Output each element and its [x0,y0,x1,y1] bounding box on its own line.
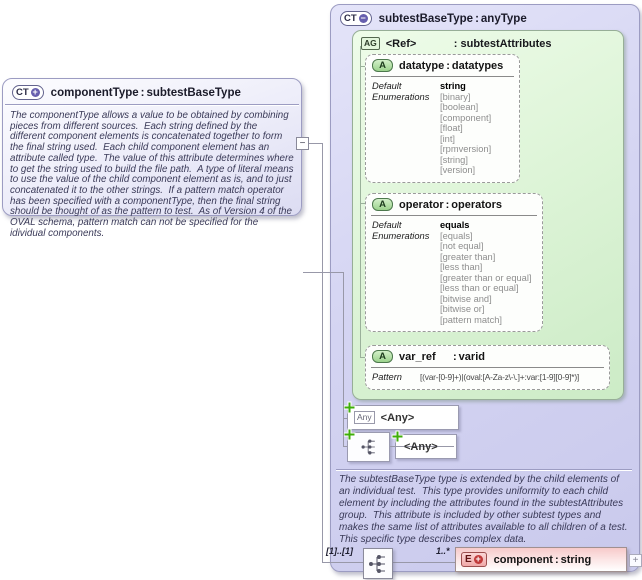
complextype-icon [340,11,372,26]
type-name: componentType [50,86,139,99]
attribute-group-icon: AG [361,37,380,50]
componenttype-description: The componentType allows a value to be obtained by combining pieces from different sources. Each string defined by the different component elements is concatenated together to form the final string used. Each child component element has an attribute called type. The value of this attribute determines where to get the string used to build the file path. A type of literal means to use the value of the child component element as is, and to just concatenated it to the other strings. If a pattern match operator has been specified with a componentType, then the final string should be thought of as the pattern to test. As of Version 4 of the OVAL schema, pattern match can not be specified for the idividual components. [10,110,297,239]
attribute-type: datatypes [451,59,504,72]
attribute-operator-box[interactable] [365,193,543,332]
attribute-datatype-box[interactable] [365,54,520,183]
type-name: subtestBaseType [378,12,474,25]
attribute-name: operator [399,198,444,211]
expand-badge-icon[interactable]: + [32,87,38,97]
add-icon[interactable] [343,401,356,414]
attribute-operator-header[interactable] [366,194,542,213]
enumeration-value: [rpmversion] [440,144,492,154]
attribute-varref-box[interactable] [365,345,610,390]
attribute-name: var_ref [399,350,436,363]
attribute-icon: A [372,198,393,211]
attribute-varref-header[interactable] [366,346,609,365]
enumeration-list [440,231,536,326]
attribute-tree-line [360,46,361,357]
annotation-divider [336,469,632,471]
component-element-title [494,554,592,566]
complextype-icon-label: CT [344,13,357,24]
enumeration-value: [pattern match] [440,314,503,325]
attribute-properties [366,368,609,389]
attribute-icon: A [372,350,393,363]
base-type-name: anyType [480,12,527,25]
connector-line [343,272,344,447]
connector-line [303,272,343,273]
enumerations-label: Enumerations [372,91,430,102]
enumeration-value: [less than or equal] [440,283,519,293]
componenttype-title [51,87,241,99]
pattern-label: Pattern [372,372,402,382]
subtestbasetype-header[interactable] [331,5,639,29]
attribute-group-type-name: subtestAttributes [460,37,552,50]
sequence-compositor-box[interactable] [363,548,393,579]
componenttype-box[interactable] [2,78,302,239]
header-divider [5,104,299,106]
any-tag-icon: Any [354,411,375,424]
type-separator: : [475,12,479,25]
type-separator: : [140,86,145,99]
type-separator: : [554,553,559,566]
sequence-icon [366,552,390,576]
attribute-datatype-header[interactable] [366,55,519,74]
model-group-box[interactable] [347,432,390,462]
enumeration-value: [int] [440,133,455,144]
type-separator: : [445,198,450,211]
element-name: component [493,553,553,566]
pattern-value: [(var-[0-9]+)|(oval:[A-Za-z\-\.]+:var:[1-9][0-9]*)] [420,372,580,382]
subtestbasetype-description: The subtestBaseType type is extended by the child elements of an individual test. This type provides uniformity to each child element by including the attributes found in the subtestAttributes group. This attribute is included by other subtest types and makes the same list of attributes available to all children of a test. This specific type describes complex data. [339,474,634,545]
any-element-label: <Any> [404,440,438,453]
enumeration-value: [boolean] [440,102,479,112]
attribute-title [399,199,502,211]
enumeration-value: [less than] [440,262,483,272]
enumeration-list [440,92,513,176]
any-attribute-label: <Any> [380,411,415,424]
element-icon [461,552,487,567]
attribute-group-ref: <Ref> [385,37,417,50]
enumeration-value: [equals] [440,230,473,241]
attribute-name: datatype [399,59,445,72]
collapse-button[interactable]: − [296,137,309,150]
attribute-title [399,60,503,72]
default-label: Default [372,81,402,91]
attribute-group-header[interactable] [353,31,623,56]
element-type: string [560,553,592,566]
expand-button[interactable]: + [629,554,642,567]
child-occurrence-label: 1..* [436,546,450,556]
default-label: Default [372,220,402,230]
default-value: equals [440,220,470,230]
occurrence-label: [1]..[1] [326,546,353,556]
attribute-properties [366,77,519,182]
connector-line [322,143,323,563]
enumeration-value: [binary] [440,91,471,102]
complextype-icon [12,85,44,100]
connector-line [393,562,455,563]
type-separator: : [453,37,458,50]
enumeration-value: [not equal] [440,241,484,251]
any-attribute-box[interactable] [347,405,459,430]
enumeration-value: [string] [440,154,468,165]
expand-badge-icon[interactable]: + [475,554,481,564]
attribute-title [399,351,485,363]
type-separator: : [453,350,457,363]
element-icon-label: E [465,554,472,565]
add-icon[interactable] [391,430,404,443]
attribute-type: varid [458,350,485,363]
attribute-properties [366,216,542,331]
enumeration-value: [bitwise and] [440,293,492,304]
enumeration-value: [bitwise or] [440,304,485,314]
connector-line [343,418,348,419]
add-icon[interactable] [343,428,356,441]
enumeration-value: [float] [440,123,463,133]
attribute-icon: A [372,59,393,72]
component-element-box[interactable] [455,547,627,572]
base-type-name: subtestBaseType [146,86,241,99]
subtestbasetype-title [379,13,527,25]
enumeration-value: [greater than] [440,251,496,262]
sequence-icon [359,437,379,457]
enumeration-value: [component] [440,112,492,123]
complextype-icon-label: CT [16,87,29,98]
attribute-group-type [454,38,552,50]
connector-line [309,143,322,144]
type-separator: : [446,59,450,72]
enumeration-value: [greater than or equal] [440,272,532,283]
componenttype-header[interactable] [3,79,301,103]
enumeration-value: [version] [440,165,476,175]
connector-line [322,562,363,563]
enumerations-label: Enumerations [372,230,430,241]
attribute-type: operators [451,198,503,211]
collapse-badge-icon[interactable]: − [360,13,366,23]
default-value: string [440,81,466,91]
